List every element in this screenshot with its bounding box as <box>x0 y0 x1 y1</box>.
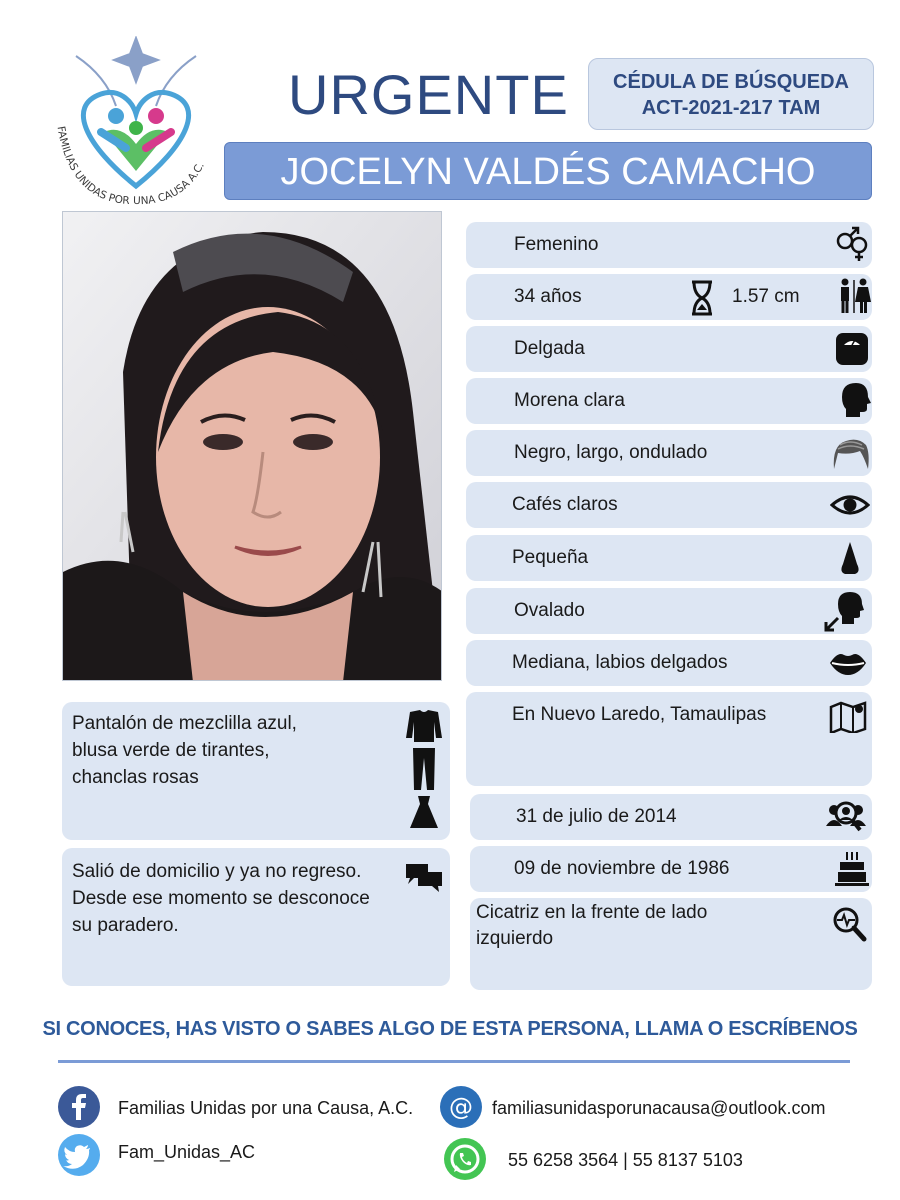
distinctive-marks-value: Cicatriz en la frente de lado izquierdo <box>476 902 708 949</box>
build-card <box>466 326 872 372</box>
nose-value: Pequeña <box>512 547 589 568</box>
email-icon[interactable] <box>440 1086 482 1128</box>
people-height-icon <box>834 278 874 314</box>
circumstances-line: Salió de domicilio y ya no regreso. <box>72 861 362 882</box>
circumstances-card <box>62 848 450 986</box>
build-value: Delgada <box>514 338 585 359</box>
logo-text: FAMILIAS UNIDAS POR UNA CAUSA A.C. <box>54 125 207 206</box>
circumstances-line: su paradero. <box>72 915 179 936</box>
missing-date-value: 31 de julio de 2014 <box>516 806 677 827</box>
sex-value: Femenino <box>514 234 599 255</box>
circumstances-line: Desde ese momento se desconoce <box>72 888 370 909</box>
gender-symbol-icon <box>832 226 872 262</box>
chat-bubbles-icon <box>404 862 444 892</box>
whatsapp-icon[interactable] <box>444 1138 486 1180</box>
hair-card <box>466 430 872 476</box>
scale-icon <box>832 331 872 367</box>
email-link[interactable]: familiasunidasporunacausa@outlook.com <box>492 1098 826 1118</box>
magnifier-pulse-icon <box>830 906 870 942</box>
person-name-banner: JOCELYN VALDÉS CAMACHO <box>224 142 872 200</box>
map-icon <box>828 697 868 733</box>
svg-text:@: @ <box>449 1093 473 1121</box>
person-photo <box>62 211 442 681</box>
twitter-icon[interactable] <box>58 1134 100 1176</box>
age-value: 34 años <box>514 286 582 307</box>
mouth-card <box>466 640 872 686</box>
birthday-cake-icon <box>832 850 872 886</box>
birth-date-card <box>470 846 872 892</box>
eyes-card <box>466 482 872 528</box>
clothing-card <box>62 702 450 840</box>
footer-divider <box>58 1060 850 1063</box>
clothing-line: Pantalón de mezclilla azul, <box>72 713 297 734</box>
hair-value: Negro, largo, ondulado <box>514 442 708 463</box>
skin-card <box>466 378 872 424</box>
head-profile-icon <box>834 381 874 417</box>
twitter-link[interactable]: Fam_Unidas_AC <box>118 1142 256 1162</box>
face-card <box>466 588 872 634</box>
clothing-icon <box>404 710 444 830</box>
hourglass-icon <box>688 280 716 316</box>
phone-numbers[interactable]: 55 6258 3564 | 55 8137 5103 <box>508 1150 743 1170</box>
height-value: 1.57 cm <box>732 286 800 307</box>
lips-icon <box>828 645 868 681</box>
mouth-value: Mediana, labios delgados <box>512 652 728 673</box>
face-value: Ovalado <box>514 600 585 621</box>
age-height-card <box>466 274 872 320</box>
location-value: En Nuevo Laredo, Tamaulipas <box>512 704 767 725</box>
facebook-link[interactable]: Familias Unidas por una Causa, A.C. <box>118 1098 414 1118</box>
sex-card <box>466 222 872 268</box>
clothing-line: chanclas rosas <box>72 767 199 788</box>
search-people-icon <box>826 798 866 834</box>
location-card <box>466 692 872 786</box>
search-id-title: CÉDULA DE BÚSQUEDA <box>613 71 849 93</box>
search-id-box <box>588 58 874 130</box>
clothing-text <box>72 710 297 791</box>
birth-date-value: 09 de noviembre de 1986 <box>514 858 730 879</box>
eyes-value: Cafés claros <box>512 494 618 515</box>
skin-value: Morena clara <box>514 390 625 411</box>
hair-icon <box>830 435 870 471</box>
clothing-line: blusa verde de tirantes, <box>72 740 270 761</box>
call-to-action: SI CONOCES, HAS VISTO O SABES ALGO DE ESTA PERSONA, LLAMA O ESCRÍBENOS <box>42 1018 858 1040</box>
distinctive-marks-card <box>470 898 872 990</box>
eye-icon <box>830 487 870 523</box>
search-id-code: ACT-2021-217 TAM <box>641 97 821 119</box>
missing-date-card <box>470 794 872 840</box>
organization-logo <box>46 36 226 206</box>
nose-icon <box>830 540 870 576</box>
facebook-icon[interactable] <box>58 1086 100 1128</box>
nose-card <box>466 535 872 581</box>
urgent-heading: URGENTE <box>288 63 569 126</box>
face-shape-icon <box>822 590 866 632</box>
circumstances-text <box>72 858 370 939</box>
